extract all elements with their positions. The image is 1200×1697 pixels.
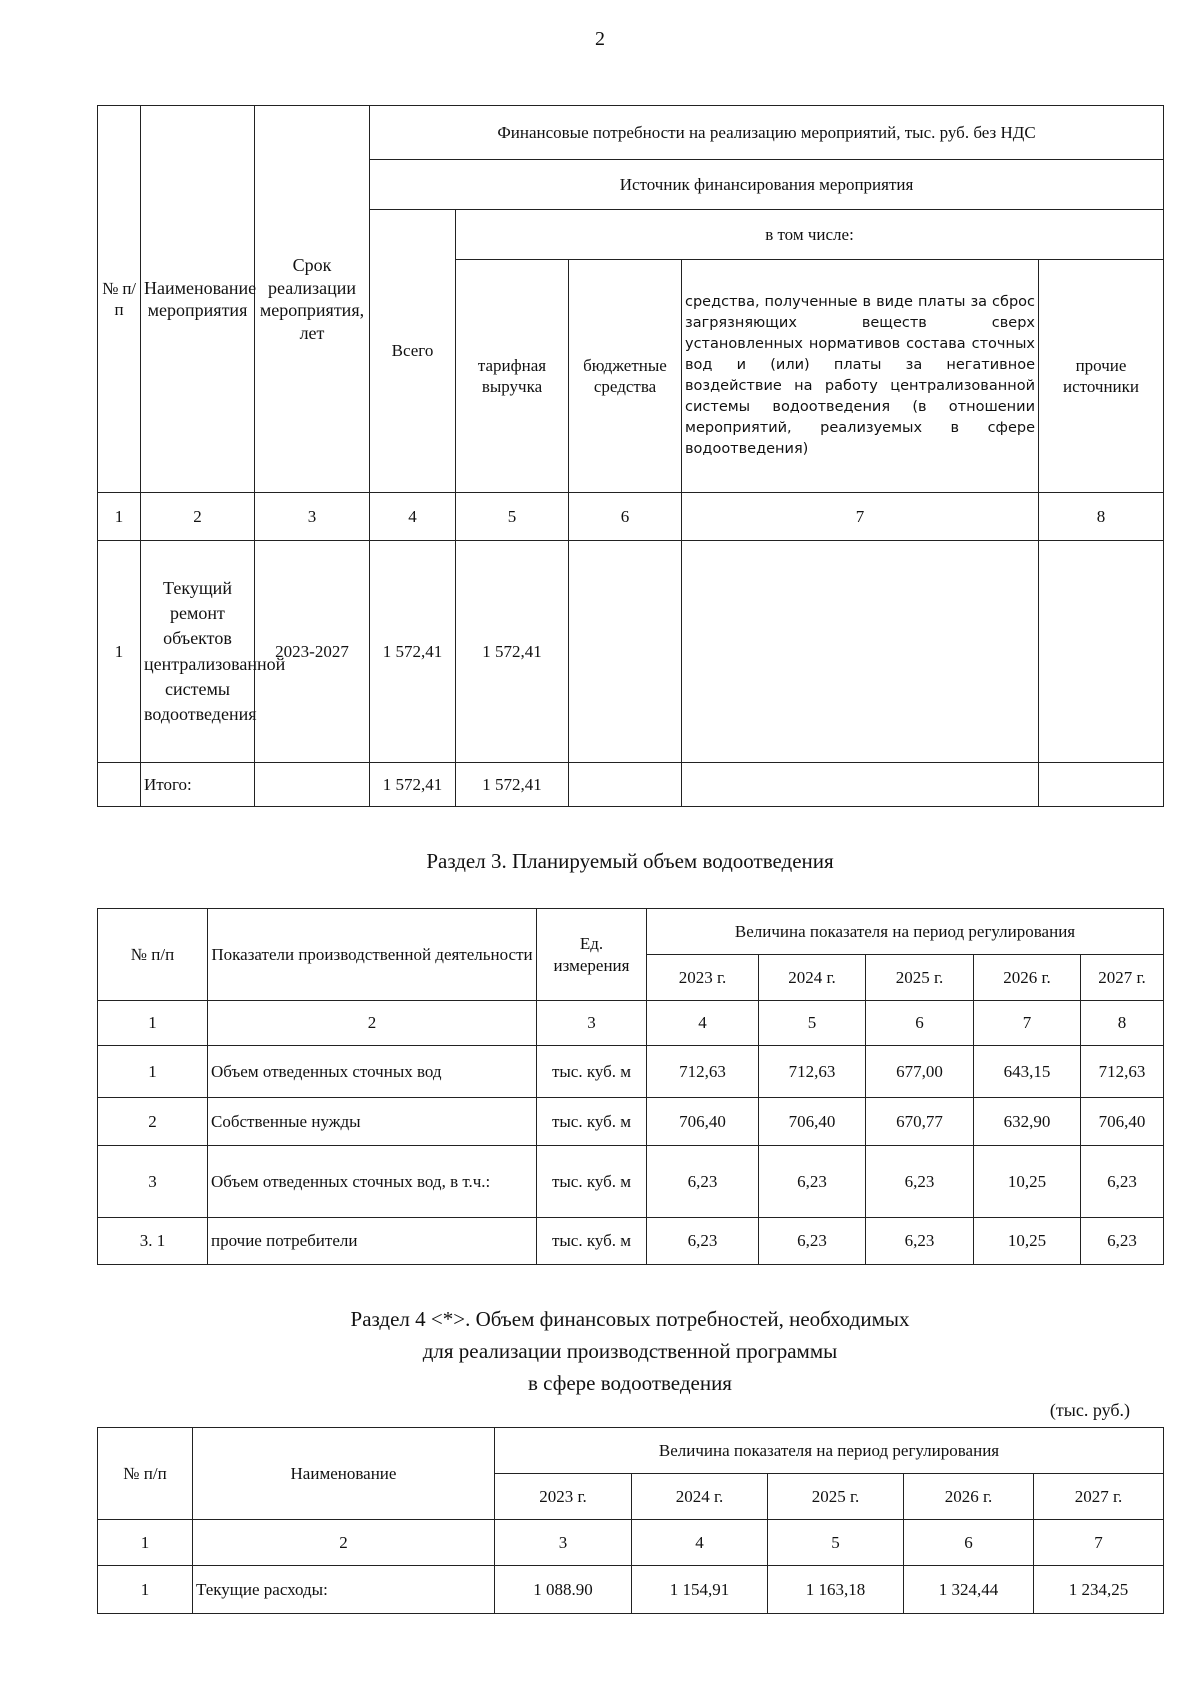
s4-period-header: Величина показателя на период регулирования xyxy=(495,1428,1164,1474)
s3-year: 2023 г. xyxy=(647,955,759,1001)
s3-row-name: Собственные нужды xyxy=(208,1098,537,1146)
s3-row-value: 706,40 xyxy=(1081,1098,1164,1146)
s3-col-unit-header: Ед. измерения xyxy=(537,909,647,1001)
col-term-header: Срок реализации мероприятия, лет xyxy=(255,106,370,493)
s4-col-index: 1 xyxy=(98,1520,193,1566)
total-row-fees xyxy=(682,763,1039,807)
s3-row-value: 10,25 xyxy=(974,1146,1081,1218)
section4-title-line1: Раздел 4 <*>. Объем финансовых потребностей, необходимых xyxy=(350,1307,910,1331)
s3-row-value: 6,23 xyxy=(866,1218,974,1265)
s3-row-value: 6,23 xyxy=(1081,1146,1164,1218)
s4-col-index: 7 xyxy=(1034,1520,1164,1566)
s3-row-value: 712,63 xyxy=(1081,1046,1164,1098)
s3-row-value: 712,63 xyxy=(759,1046,866,1098)
col-other-header: прочие источники xyxy=(1039,260,1164,493)
section3-title: Раздел 3. Планируемый объем водоотведения xyxy=(426,849,834,873)
col-index: 4 xyxy=(370,493,456,541)
s3-row-value: 6,23 xyxy=(647,1146,759,1218)
s3-col-index: 1 xyxy=(98,1001,208,1046)
col-index: 3 xyxy=(255,493,370,541)
total-row-budget xyxy=(569,763,682,807)
s4-col-index: 4 xyxy=(632,1520,768,1566)
s3-row-num: 3 xyxy=(98,1146,208,1218)
s4-col-num-header: № п/п xyxy=(98,1428,193,1520)
s3-row-unit: тыс. куб. м xyxy=(537,1046,647,1098)
financial-needs-table xyxy=(97,1427,1164,1614)
s3-col-index: 7 xyxy=(974,1001,1081,1046)
s3-row-name: Объем отведенных сточных вод xyxy=(208,1046,537,1098)
row-total: 1 572,41 xyxy=(370,541,456,763)
s4-col-index: 6 xyxy=(904,1520,1034,1566)
s3-row-value: 706,40 xyxy=(759,1098,866,1146)
s3-year: 2027 г. xyxy=(1081,955,1164,1001)
s4-row-value: 1 154,91 xyxy=(632,1566,768,1614)
s3-row-num: 3. 1 xyxy=(98,1218,208,1265)
s4-row-value: 1 088.90 xyxy=(495,1566,632,1614)
s3-row-value: 712,63 xyxy=(647,1046,759,1098)
s3-row-value: 6,23 xyxy=(1081,1218,1164,1265)
row-name: Текущий ремонт объектов централизованной системы водоотведения xyxy=(141,541,255,763)
s4-row-value: 1 234,25 xyxy=(1034,1566,1164,1614)
s3-col-index: 8 xyxy=(1081,1001,1164,1046)
wastewater-volume-table xyxy=(97,908,1164,1265)
s3-row-value: 6,23 xyxy=(647,1218,759,1265)
s3-row-value: 677,00 xyxy=(866,1046,974,1098)
s3-col-indicator-header: Показатели производственной деятельности xyxy=(208,909,537,1001)
s3-col-index: 6 xyxy=(866,1001,974,1046)
s3-col-num-header: № п/п xyxy=(98,909,208,1001)
col-total-header: Всего xyxy=(370,210,456,493)
s3-col-index: 5 xyxy=(759,1001,866,1046)
col-index: 2 xyxy=(141,493,255,541)
s3-year: 2026 г. xyxy=(974,955,1081,1001)
s4-year: 2026 г. xyxy=(904,1474,1034,1520)
s3-col-index: 3 xyxy=(537,1001,647,1046)
col-fees-header: средства, полученные в виде платы за сброс загрязняющих веществ сверх установленных нормативов состава сточных вод и (или) платы за негативное воздействие на работу централизованной системы водоотведения (в отношении мероприятий, реализуемых в сфере водоотведения) xyxy=(682,260,1039,493)
financing-table xyxy=(97,105,1164,807)
units-note: (тыс. руб.) xyxy=(1049,1400,1130,1420)
s3-row-unit: тыс. куб. м xyxy=(537,1146,647,1218)
s3-row-value: 643,15 xyxy=(974,1046,1081,1098)
s3-row-num: 2 xyxy=(98,1098,208,1146)
total-row-other xyxy=(1039,763,1164,807)
s3-period-header: Величина показателя на период регулирования xyxy=(647,909,1164,955)
s4-col-index: 5 xyxy=(768,1520,904,1566)
row-fees xyxy=(682,541,1039,763)
s3-row-unit: тыс. куб. м xyxy=(537,1098,647,1146)
row-num: 1 xyxy=(98,541,141,763)
col-budget-header: бюджетные средства xyxy=(569,260,682,493)
s4-row-name: Текущие расходы: xyxy=(193,1566,495,1614)
s3-year: 2024 г. xyxy=(759,955,866,1001)
total-row-num xyxy=(98,763,141,807)
row-other xyxy=(1039,541,1164,763)
s3-row-value: 670,77 xyxy=(866,1098,974,1146)
col-index: 6 xyxy=(569,493,682,541)
s3-row-unit: тыс. куб. м xyxy=(537,1218,647,1265)
col-index: 7 xyxy=(682,493,1039,541)
incl-header: в том числе: xyxy=(456,210,1164,260)
col-index: 5 xyxy=(456,493,569,541)
total-row-tariff: 1 572,41 xyxy=(456,763,569,807)
col-index: 8 xyxy=(1039,493,1164,541)
s4-col-index: 2 xyxy=(193,1520,495,1566)
s3-row-value: 6,23 xyxy=(759,1146,866,1218)
s4-year: 2023 г. xyxy=(495,1474,632,1520)
s3-col-index: 4 xyxy=(647,1001,759,1046)
s3-row-value: 6,23 xyxy=(866,1146,974,1218)
s4-row-value: 1 324,44 xyxy=(904,1566,1034,1614)
section4-title-line2: для реализации производственной программы xyxy=(422,1339,838,1363)
source-header: Источник финансирования мероприятия xyxy=(370,160,1164,210)
row-tariff: 1 572,41 xyxy=(456,541,569,763)
fin-needs-header: Финансовые потребности на реализацию мероприятий, тыс. руб. без НДС xyxy=(370,106,1164,160)
total-row-label: Итого: xyxy=(141,763,255,807)
col-tariff-header: тарифная выручка xyxy=(456,260,569,493)
s4-year: 2025 г. xyxy=(768,1474,904,1520)
col-num-header: № п/п xyxy=(98,106,141,493)
s4-year: 2027 г. xyxy=(1034,1474,1164,1520)
total-row-term xyxy=(255,763,370,807)
s3-row-name: прочие потребители xyxy=(208,1218,537,1265)
s4-col-name-header: Наименование xyxy=(193,1428,495,1520)
s3-row-value: 632,90 xyxy=(974,1098,1081,1146)
s3-year: 2025 г. xyxy=(866,955,974,1001)
s3-row-value: 6,23 xyxy=(759,1218,866,1265)
s3-row-name: Объем отведенных сточных вод, в т.ч.: xyxy=(208,1146,537,1218)
s4-row-num: 1 xyxy=(98,1566,193,1614)
total-row-total: 1 572,41 xyxy=(370,763,456,807)
s3-row-value: 706,40 xyxy=(647,1098,759,1146)
col-name-header: Наименование мероприятия xyxy=(141,106,255,493)
s3-col-index: 2 xyxy=(208,1001,537,1046)
s4-year: 2024 г. xyxy=(632,1474,768,1520)
section4-title-line3: в сфере водоотведения xyxy=(528,1371,732,1395)
s4-col-index: 3 xyxy=(495,1520,632,1566)
page-number: 2 xyxy=(595,28,605,50)
s3-row-num: 1 xyxy=(98,1046,208,1098)
row-budget xyxy=(569,541,682,763)
s4-row-value: 1 163,18 xyxy=(768,1566,904,1614)
col-index: 1 xyxy=(98,493,141,541)
row-term: 2023-2027 xyxy=(255,541,370,763)
s3-row-value: 10,25 xyxy=(974,1218,1081,1265)
